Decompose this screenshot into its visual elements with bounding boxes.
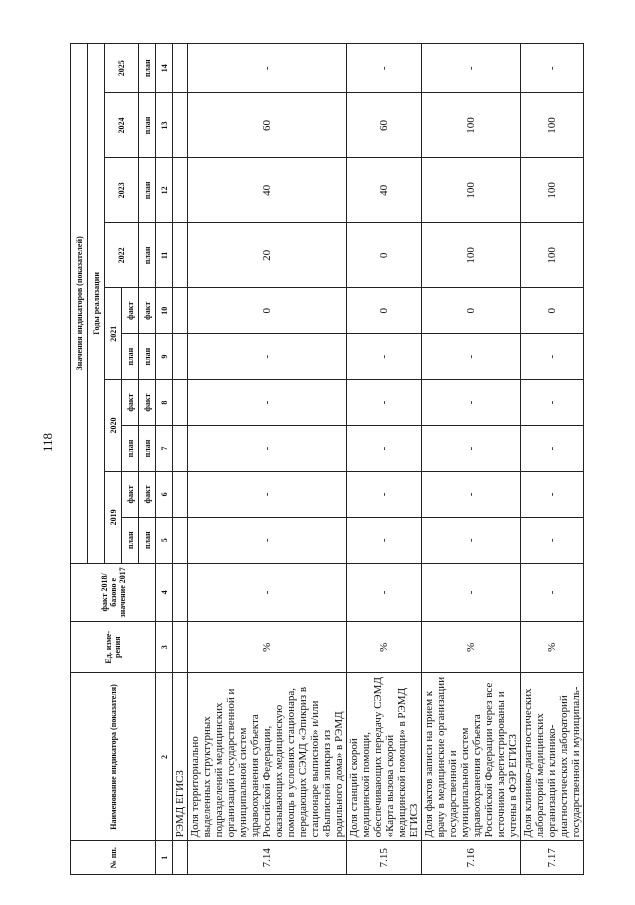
header-unit: Ед. изме-рения [71,621,156,673]
header-name: Наименование индикатора (показателя) [71,673,156,841]
value-cell: 60 [188,93,347,158]
indicators-table [70,43,584,875]
value-cell: - [347,334,422,380]
table-row [422,44,521,875]
row-number: 7.17 [521,841,584,875]
row-number: 7.14 [188,841,347,875]
value-cell: - [422,334,521,380]
value-cell: - [347,471,422,517]
column-index: 11 [156,223,173,288]
value-cell: - [521,334,584,380]
value-cell: 60 [347,93,422,158]
unit-cell: % [422,621,521,673]
header-base: факт 2018/базово е значение 2017 [71,563,156,621]
section-row [173,44,188,875]
value-cell: - [188,334,347,380]
value-cell: - [347,426,422,472]
header-years: Годы реализации [88,44,105,564]
value-cell: 40 [347,158,422,223]
header-2020: 2020 [105,380,122,472]
column-index-row [156,44,173,875]
header-sub-plan: план [139,93,156,158]
header-2020-fact: факт [122,380,139,426]
header-2019: 2019 [105,471,122,563]
value-cell: - [422,426,521,472]
row-number: 7.15 [347,841,422,875]
value-cell: 40 [188,158,347,223]
header-sub-fact: факт [139,288,156,334]
page-number: 118 [40,432,55,452]
value-cell: 100 [422,93,521,158]
column-index: 13 [156,93,173,158]
indicator-name: Доля клинико-диагностических лабораторий медицинских организаций и клинико-диагностических лабораторий государственной и муниципаль- [521,673,584,841]
value-cell: 0 [521,288,584,334]
value-cell: 0 [188,288,347,334]
value-cell: - [347,563,422,621]
unit-cell: % [347,621,422,673]
value-cell: - [188,380,347,426]
header-2025: 2025 [105,44,139,94]
value-cell: 0 [347,223,422,288]
value-cell: 0 [347,288,422,334]
value-cell: 0 [422,288,521,334]
header-values: Значения индикаторов (показателей) [71,44,88,564]
header-sub-plan: план [139,223,156,288]
value-cell: - [422,517,521,563]
value-cell: - [422,563,521,621]
value-cell: 100 [422,223,521,288]
header-2019-fact: факт [122,471,139,517]
value-cell: - [188,471,347,517]
table-row [521,44,584,875]
value-cell: - [347,380,422,426]
value-cell: - [521,44,584,94]
indicator-name: Доля фактов записи на прием к врачу в медицинские организации государственной и муниципальной систем здравоохранения субъекта Российской Федерации через все источники зарегистрированы и учтены в ФЭР ЕГИСЗ [422,673,521,841]
header-sub-plan: план [139,158,156,223]
header-2024: 2024 [105,93,139,158]
value-cell: - [347,44,422,94]
value-cell: 100 [422,158,521,223]
header-sub-fact: факт [139,471,156,517]
column-index: 10 [156,288,173,334]
column-index: 2 [156,673,173,841]
value-cell: 20 [188,223,347,288]
column-index: 5 [156,517,173,563]
header-2023: 2023 [105,158,139,223]
header-sub-plan: план [139,334,156,380]
column-index: 9 [156,334,173,380]
value-cell: - [521,426,584,472]
value-cell: - [521,380,584,426]
indicator-name: Доля территориально выделенных структурных подразделений медицинских организаций государственной и муниципальной систем здравоохранения субъекта Российской Федерации, оказывающих медицинскую помощь в условиях стационара, передающих СЭМД «Эпикриз в стационаре выписной» и/или «Выписной эпикриз из родильного дома» в РЭМД [188,673,347,841]
value-cell: - [347,517,422,563]
table-row [188,44,347,875]
value-cell: - [521,517,584,563]
value-cell: - [188,426,347,472]
value-cell: - [422,380,521,426]
unit-cell: % [188,621,347,673]
unit-cell: % [521,621,584,673]
column-index: 1 [156,841,173,875]
value-cell: 100 [521,223,584,288]
value-cell: 100 [521,93,584,158]
header-sub-fact: факт [139,380,156,426]
header-sub-plan: план [139,517,156,563]
header-2022: 2022 [105,223,139,288]
column-index: 3 [156,621,173,673]
section-title: РЭМД ЕГИСЗ [173,673,188,841]
header-sub-plan: план [139,44,156,94]
column-index: 8 [156,380,173,426]
table-row [347,44,422,875]
value-cell: - [521,563,584,621]
header-2021: 2021 [105,288,122,380]
value-cell: - [422,471,521,517]
value-cell: - [188,517,347,563]
header-2021-plan: план [122,334,139,380]
column-index: 12 [156,158,173,223]
value-cell: - [188,44,347,94]
value-cell: 100 [521,158,584,223]
rotated-table-wrapper [70,43,582,875]
column-index: 14 [156,44,173,94]
column-index: 6 [156,471,173,517]
header-sub-plan: план [139,426,156,472]
value-cell: - [521,471,584,517]
indicator-name: Доля станций скорой медицинской помощи, обеспечивающих передачу СЭМД «Карта вызова скорой медицинской помощи» в РЭМД ЕГИСЗ [347,673,422,841]
value-cell: - [188,563,347,621]
column-index: 7 [156,426,173,472]
row-number: 7.16 [422,841,521,875]
header-2019-plan: план [122,517,139,563]
header-no: № пп. [71,841,156,875]
header-2021-fact: факт [122,288,139,334]
value-cell: - [422,44,521,94]
header-2020-plan: план [122,426,139,472]
column-index: 4 [156,563,173,621]
